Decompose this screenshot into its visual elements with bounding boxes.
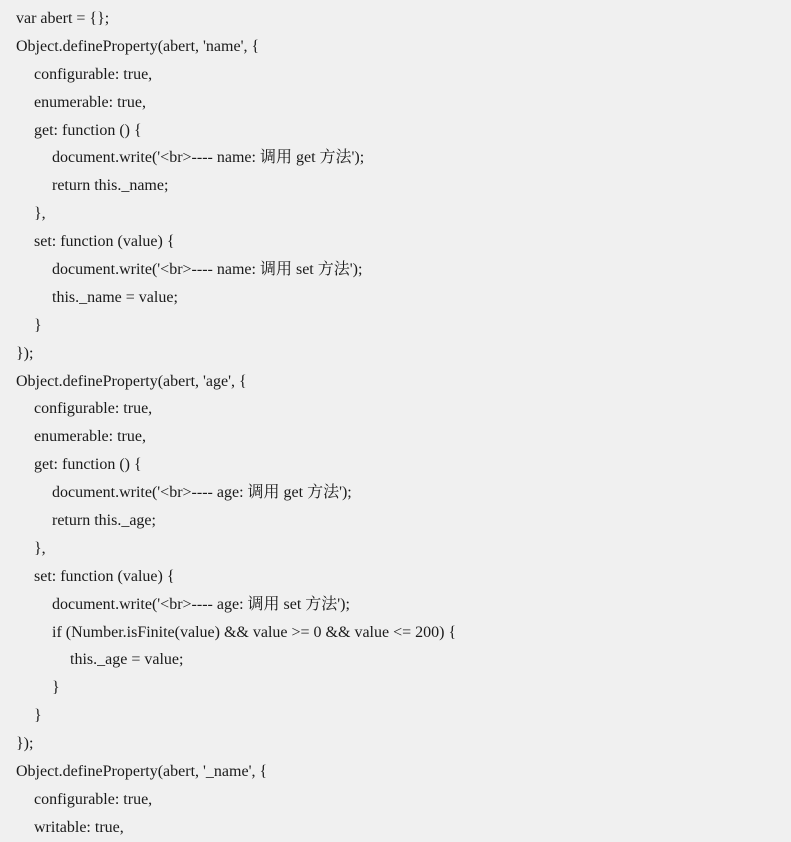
code-line: writable: true, <box>34 818 124 836</box>
code-line: document.write('<br>---- name: 调用 get 方法'); <box>52 149 365 167</box>
code-line: this._name = value; <box>52 288 178 306</box>
code-line: if (Number.isFinite(value) && value >= 0 && value <= 200) { <box>52 623 457 641</box>
code-line: Object.defineProperty(abert, 'name', { <box>16 37 260 55</box>
code-line: set: function (value) { <box>34 567 175 585</box>
code-line: }, <box>34 205 46 223</box>
code-line: } <box>34 316 42 334</box>
code-line: }); <box>16 344 34 362</box>
code-line: } <box>52 679 60 697</box>
code-line: }, <box>34 539 46 557</box>
code-line: enumerable: true, <box>34 93 146 111</box>
code-line: configurable: true, <box>34 790 153 808</box>
code-line: enumerable: true, <box>34 428 146 446</box>
code-line: return this._age; <box>52 512 156 530</box>
code-line: configurable: true, <box>34 400 153 418</box>
code-line: return this._name; <box>52 177 169 195</box>
code-line: document.write('<br>---- age: 调用 get 方法'); <box>52 484 352 502</box>
code-line: Object.defineProperty(abert, 'age', { <box>16 372 247 390</box>
code-line: }); <box>16 735 34 753</box>
code-line: document.write('<br>---- name: 调用 set 方法'); <box>52 261 363 279</box>
code-line: this._age = value; <box>70 651 184 669</box>
code-line: } <box>34 707 42 725</box>
code-line: var abert = {}; <box>16 10 110 27</box>
code-line: get: function () { <box>34 121 142 139</box>
code-line: set: function (value) { <box>34 233 175 251</box>
code-line: configurable: true, <box>34 65 153 83</box>
code-line: document.write('<br>---- age: 调用 set 方法'); <box>52 595 350 613</box>
code-line: Object.defineProperty(abert, '_name', { <box>16 763 268 781</box>
code-line: get: function () { <box>34 456 142 474</box>
